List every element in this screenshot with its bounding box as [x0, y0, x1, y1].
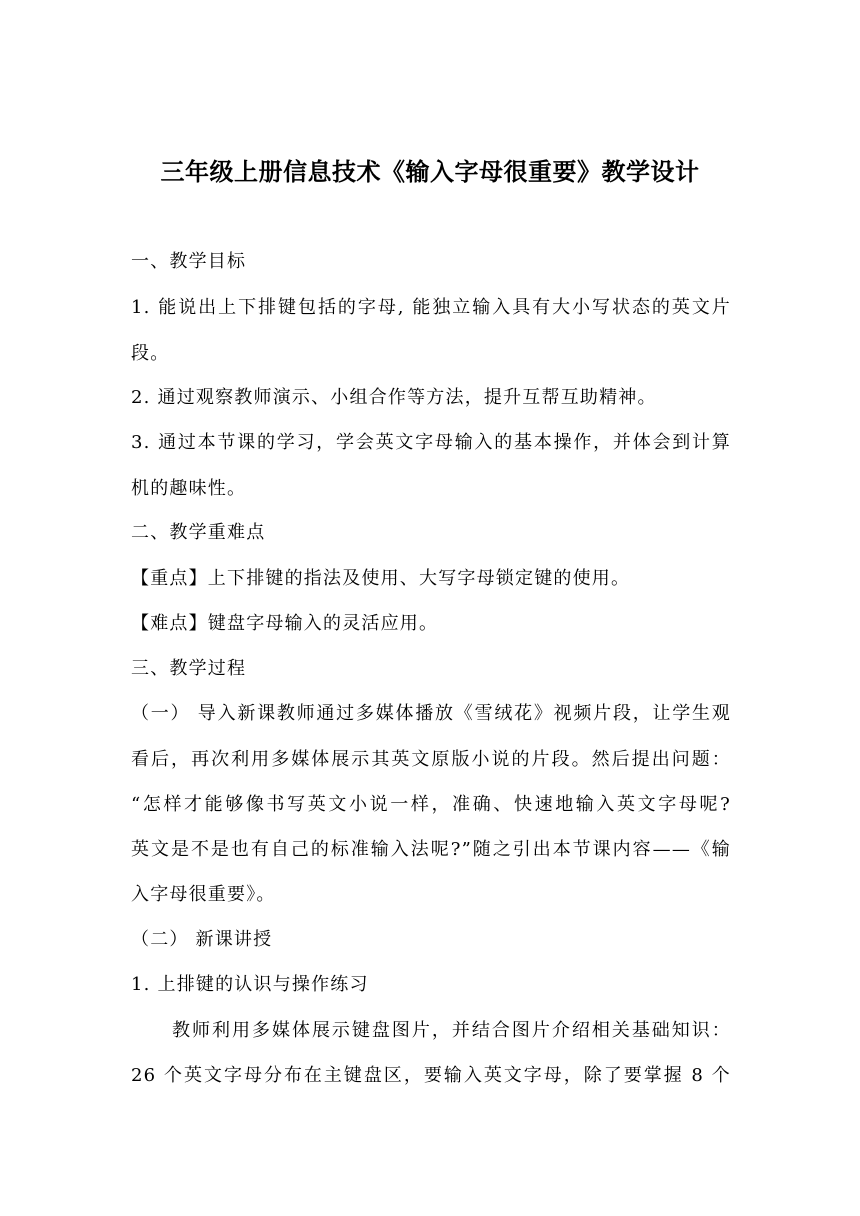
heading-teaching-objectives: 一、教学目标 [131, 251, 247, 272]
paragraph-line: 1. 能说出上下排键包括的字母, 能独立输入具有大小写状态的英文片 [131, 297, 731, 318]
paragraph-line: 机的趣味性。 [131, 478, 247, 499]
paragraph-line: 3. 通过本节课的学习，学会英文字母输入的基本操作，并体会到计算 [131, 432, 731, 453]
paragraph-line: 【重点】上下排键的指法及使用、大写字母锁定键的使用。 [131, 568, 631, 589]
paragraph-line: 26 个英文字母分布在主键盘区，要输入英文字母，除了要掌握 8 个 [131, 1065, 731, 1086]
document-title: 三年级上册信息技术《输入字母很重要》教学设计 [160, 158, 700, 186]
paragraph-line: （一） 导入新课教师通过多媒体播放《雪绒花》视频片段，让学生观 [131, 703, 731, 724]
subheading-new-lesson: （二） 新课讲授 [131, 929, 273, 950]
subheading-upper-row-keys: 1. 上排键的认识与操作练习 [131, 974, 369, 995]
paragraph-line: 入字母很重要》。 [131, 884, 276, 905]
heading-teaching-process: 三、教学过程 [131, 658, 247, 679]
paragraph-line: 教师利用多媒体展示键盘图片，并结合图片介绍相关基础知识： [172, 1020, 731, 1041]
paragraph-line: 段。 [131, 343, 170, 364]
heading-key-points: 二、教学重难点 [131, 522, 266, 543]
paragraph-line: 看后，再次利用多媒体展示其英文原版小说的片段。然后提出问题： [131, 749, 731, 770]
paragraph-line: “怎样才能够像书写英文小说一样，准确、快速地输入英文字母呢? [131, 794, 731, 815]
paragraph-line: 英文是不是也有自己的标准输入法呢?”随之引出本节课内容——《输 [131, 839, 731, 860]
paragraph-line: 2. 通过观察教师演示、小组合作等方法，提升互帮互助精神。 [131, 387, 657, 408]
paragraph-line: 【难点】键盘字母输入的灵活应用。 [131, 613, 439, 634]
